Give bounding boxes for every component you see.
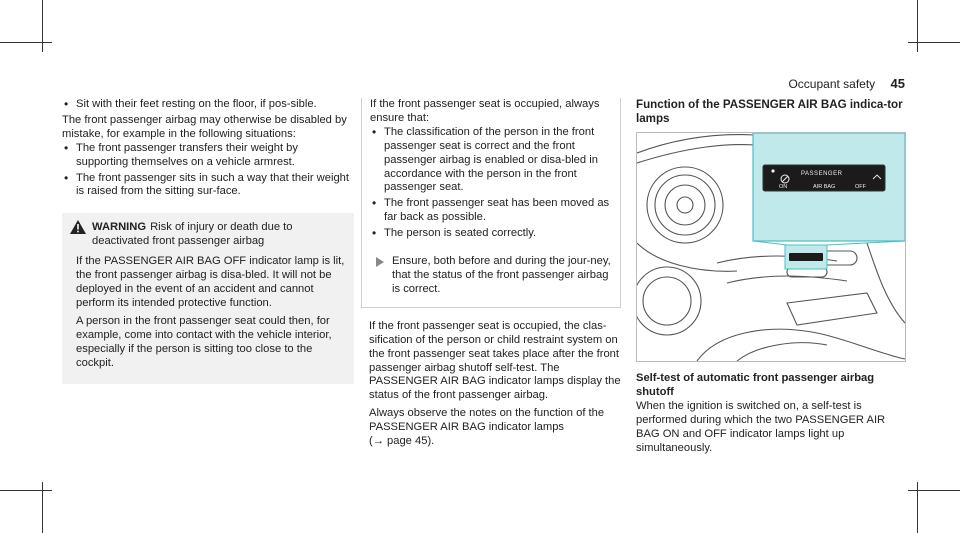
dashboard-illustration xyxy=(637,133,905,361)
crop-mark xyxy=(917,482,918,533)
warning-paragraph: If the PASSENGER AIR BAG OFF indicator lamp is lit, the front passenger airbag is disa-bled. It will not be deployed in the event of an accident and cannot perform its intended protective function. xyxy=(76,255,345,309)
paragraph: If the front passenger seat is occupied, the clas-sification of the person or child restraint system on the front passenger seat takes place after the front passenger airbag shutoff self-test. The PASSENGER AIR BAG indicator lamps display the status of the front passenger airbag. xyxy=(369,319,621,402)
info-box xyxy=(361,98,621,308)
list-item: • Sit with their feet resting on the floor, if pos-sible. xyxy=(62,98,352,112)
section-heading: Function of the PASSENGER AIR BAG indica-tor lamps xyxy=(636,98,903,125)
page-number: 45 xyxy=(890,76,905,91)
crop-mark xyxy=(908,42,960,43)
step-arrow-icon xyxy=(376,257,384,267)
list-item: • The front passenger transfers their weight by supporting themselves on a vehicle armrest. xyxy=(62,142,352,170)
warning-header xyxy=(70,221,346,249)
warning-paragraph: A person in the front passenger seat could then, for example, come into contact with the vehicle interior, especially if the person is sitting too close to the cockpit. xyxy=(76,314,332,369)
crop-mark xyxy=(917,0,918,52)
crop-mark xyxy=(908,490,960,491)
warning-triangle-icon xyxy=(70,220,86,234)
column-1 xyxy=(62,98,352,384)
paragraph: If the front passenger seat is occupied, always ensure that: xyxy=(370,98,600,124)
list-item: • The person is seated correctly. xyxy=(370,227,612,241)
list-item: • The classification of the person in the front passenger seat is correct and the front passenger airbag is enabled or disa-bled in accordance with the person in the front passenger seat. xyxy=(370,126,612,196)
indicator-lamps-figure xyxy=(636,132,906,362)
paragraph: The front passenger airbag may otherwise be disabled by mistake, for example in the following situations: xyxy=(62,113,347,140)
crop-mark xyxy=(0,490,52,491)
running-header xyxy=(788,76,905,91)
page-reference-link[interactable]: (→ page 45). xyxy=(369,435,435,448)
crop-mark xyxy=(42,0,43,52)
column-3 xyxy=(636,98,904,455)
crop-mark xyxy=(42,482,43,533)
on-label: ON xyxy=(779,184,788,190)
off-label: OFF xyxy=(855,184,866,190)
section-title: Occupant safety xyxy=(788,77,876,91)
list-item: • The front passenger sits in such a way that their weight is raised from the sitting sur-face. xyxy=(62,172,352,200)
crop-mark xyxy=(0,42,52,43)
subheading: Self-test of automatic front passenger airbag shutoff xyxy=(636,372,875,398)
paragraph: When the ignition is switched on, a self-test is performed during which the two PASSENGER AIR BAG ON and OFF indicator lamps light up simultaneously. xyxy=(636,399,886,454)
paragraph xyxy=(369,407,621,449)
airbag-label: AIR BAG xyxy=(813,184,836,190)
panel-title: PASSENGER xyxy=(801,171,843,177)
step-text: Ensure, both before and during the jour-ney, that the status of the front passenger airbag is correct. xyxy=(392,255,611,295)
warning-title: Risk of injury or death due to deactivated front passenger airbag xyxy=(92,221,293,248)
warning-box xyxy=(62,213,354,384)
list-item: • The front passenger seat has been moved as far back as possible. xyxy=(370,197,612,225)
paragraph-text: Always observe the notes on the function of the PASSENGER AIR BAG indicator lamps xyxy=(369,407,605,434)
column-2 xyxy=(369,98,621,449)
instruction-step xyxy=(370,255,612,297)
warning-label: WARNING xyxy=(92,221,147,234)
